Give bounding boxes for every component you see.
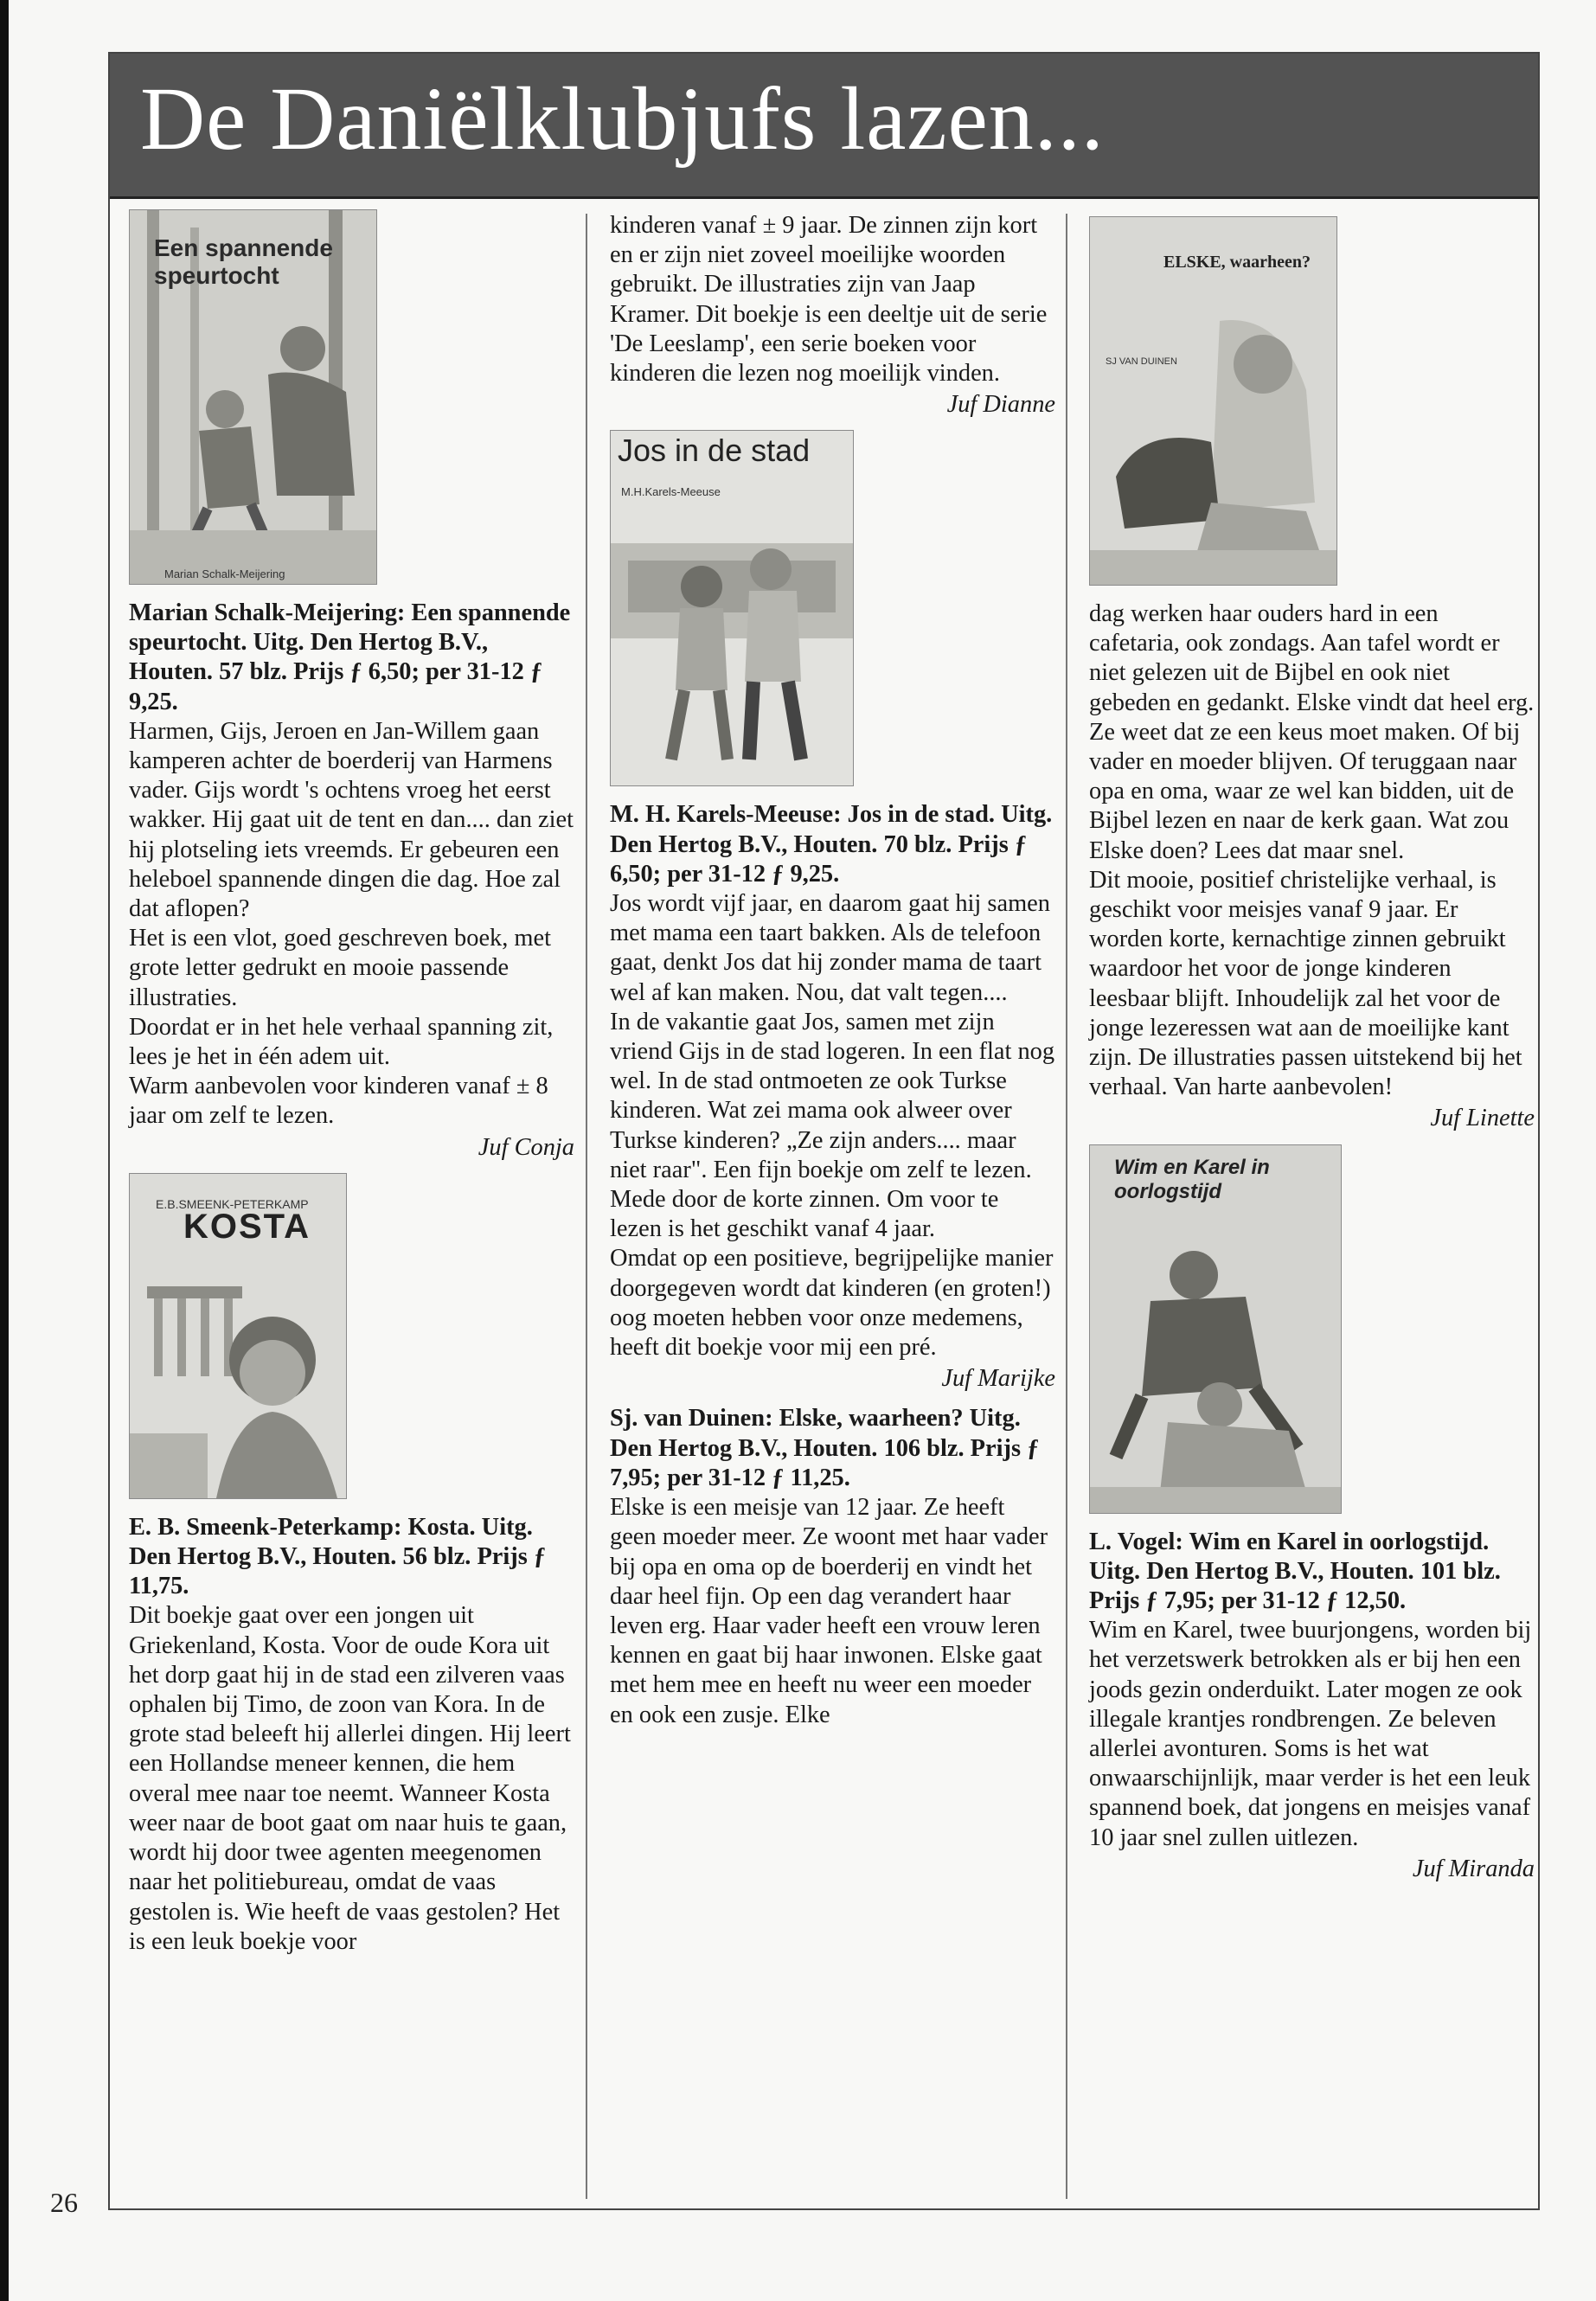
cover-title: KOSTA bbox=[183, 1207, 311, 1246]
page-number: 26 bbox=[50, 2187, 78, 2218]
column-1 bbox=[129, 209, 574, 1957]
review-heading: L. Vogel: Wim en Karel in oorlogstijd. Uitg. Den Hertog B.V., Houten. 101 blz. Prijs ƒ 7,95; per 31-12 ƒ 12,50. bbox=[1089, 1528, 1501, 1615]
cover-author: SJ VAN DUINEN bbox=[1106, 356, 1177, 367]
book-cover-jos bbox=[610, 430, 854, 786]
book-cover-kosta bbox=[129, 1173, 347, 1499]
review-heading: E. B. Smeenk-Peterkamp: Kosta. Uitg. Den Hertog B.V., Houten. 56 blz. Prijs ƒ 11,75. bbox=[129, 1513, 547, 1600]
reviewer-signature: Juf Miranda bbox=[1412, 1855, 1535, 1882]
review-text: Elske is een meisje van 12 jaar. Ze heeft geen moeder meer. Ze woont met haar vader bij opa en oma op de boerderij en vindt het daar heel fijn. Op een dag verandert haar leven erg. Haar vader heeft een vrouw leren kennen en gaat bij haar inwonen. Elske gaat met hem mee en heeft nu weer een moeder en ook een zusje. Elke bbox=[610, 1494, 1048, 1728]
reviewer-signature: Juf Dianne bbox=[946, 391, 1055, 419]
review-heading: Sj. van Duinen: Elske, waarheen? Uitg. Den Hertog B.V., Houten. 106 blz. Prijs ƒ 7,95; per 31-12 ƒ 11,25. bbox=[610, 1405, 1040, 1491]
review-text: kinderen vanaf ± 9 jaar. De zinnen zijn kort en er zijn niet zoveel moeilijke woorden gebruikt. De illustraties zijn van Jaap Kramer. Dit boekje is een deeltje uit de serie 'De Leeslamp', een serie boeken voor kinderen die lezen nog moeilijk vinden. bbox=[610, 212, 1048, 388]
review-text: Harmen, Gijs, Jeroen en Jan-Willem gaan kamperen achter de boerderij van Harmens vader. Gijs wordt 's ochtens vroeg het eerst wakker. Hij gaat uit de tent en dan.... dan ziet hij plotseling iets vreemds. Er gebeuren een heleboel spannende dingen die dag. Hoe zal dat aflopen? bbox=[129, 717, 574, 923]
page-title: De Daniëlklubjufs lazen... bbox=[140, 69, 1105, 169]
book-cover-elske bbox=[1089, 216, 1337, 586]
cover-author: M.H.Karels-Meeuse bbox=[621, 485, 721, 499]
review-text: Het is een vlot, goed geschreven boek, met grote letter gedrukt en mooie passende illustraties. bbox=[129, 925, 552, 1011]
review-text: Dit mooie, positief christelijke verhaal, is geschikt voor meisjes vanaf 9 jaar. Er worden korte, kernachtige zinnen gebruikt waardoor het voor de jonge kinderen leesbaar blijft. Inhoudelijk zal het voor de jonge lezeressen wat aan de moeilijke kant zijn. De illustraties passen uitstekend bij het verhaal. Van harte aanbevolen! bbox=[1089, 866, 1522, 1101]
reviewer-signature: Juf Linette bbox=[1430, 1105, 1535, 1132]
review-text: In de vakantie gaat Jos, samen met zijn vriend Gijs in de stad logeren. In een flat nog wel. In de stad ontmoeten ze ook Turkse kinderen. Wat zei mama ook alweer over Turkse kinderen? „Ze zijn anders.... maar niet raar". Een fijn boekje om zelf te lezen. Mede door de korte zinnen. Om voor te lezen is het geschikt vanaf 4 jaar. bbox=[610, 1008, 1055, 1243]
reviewer-signature: Juf Conja bbox=[478, 1133, 574, 1161]
reviewer-signature: Juf Marijke bbox=[941, 1365, 1055, 1393]
review-text: Doordat er in het hele verhaal spanning zit, lees je het in één adem uit. bbox=[129, 1013, 554, 1071]
review-heading: Marian Schalk-Meijering: Een spannende speurtocht. Uitg. Den Hertog B.V., Houten. 57 blz. Prijs ƒ 6,50; per 31-12 ƒ 9,25. bbox=[129, 599, 571, 715]
column-2 bbox=[610, 211, 1055, 1730]
book-cover-speurtocht bbox=[129, 209, 377, 585]
column-3 bbox=[1089, 216, 1535, 1894]
article-frame bbox=[108, 52, 1540, 2210]
cover-title: Jos in de stad bbox=[618, 433, 811, 469]
review-text: Dit boekje gaat over een jongen uit Griekenland, Kosta. Voor de oude Kora uit het dorp gaat hij in de stad een zilveren vaas ophalen bij Timo, de zoon van Kora. In de grote stad beleeft hij allerlei dingen. Hij leert een Hollandse meneer kennen, die hem overal mee naar toe neemt. Wanneer Kosta weer naar de boot gaat om naar huis te gaan, wordt hij door twee agenten meegenomen naar het politiebureau, omdat de vaas gestolen is. Wie heeft de vaas gestolen? Het is een leuk boekje voor bbox=[129, 1602, 571, 1955]
page-edge bbox=[0, 0, 9, 2301]
review-heading: M. H. Karels-Meeuse: Jos in de stad. Uitg. Den Hertog B.V., Houten. 70 blz. Prijs ƒ 6,50; per 31-12 ƒ 9,25. bbox=[610, 801, 1053, 888]
cover-author: Marian Schalk-Meijering bbox=[164, 567, 285, 580]
cover-title: Wim en Karel in oorlogstijd bbox=[1114, 1155, 1270, 1203]
cover-author: E.B.SMEENK-PETERKAMP bbox=[156, 1196, 309, 1211]
review-text: Warm aanbevolen voor kinderen vanaf ± 8 jaar om zelf te lezen. bbox=[129, 1073, 548, 1130]
cover-title: Een spannende speurtocht bbox=[154, 234, 333, 289]
review-text: Wim en Karel, twee buurjongens, worden bij het verzetswerk betrokken als er bij hen een joods gezin onderduikt. Later mogen ze ook illegale krantjes rondbrengen. Ze beleven allerlei avonturen. Soms is het wat onwaarschijnlijk, maar verder is het een leuk spannend boek, dat jongens en meisjes vanaf 10 jaar snel zullen uitlezen. bbox=[1089, 1617, 1532, 1851]
book-cover-wim-en-karel bbox=[1089, 1144, 1342, 1514]
cover-title: ELSKE, waarheen? bbox=[1163, 253, 1311, 272]
column-divider bbox=[586, 214, 587, 2199]
column-divider bbox=[1066, 214, 1067, 2199]
review-text: Jos wordt vijf jaar, en daarom gaat hij samen met mama een taart bakken. Als de telefoon gaat, denkt Jos dat hij zonder mama de taart wel af kan maken. Nou, dat valt tegen.... bbox=[610, 890, 1050, 1006]
review-text: dag werken haar ouders hard in een cafetaria, ook zondags. Aan tafel wordt er niet gelezen uit de Bijbel en ook niet gebeden en gedankt. Elske vindt dat heel erg. Ze weet dat ze een keus moet maken. Of bij vader en moeder blijven. Of teruggaan naar opa en oma, waar ze wel kan bidden, uit de Bijbel lezen en naar de kerk gaan. Wat zou Elske doen? Lees dat maar snel. bbox=[1089, 600, 1535, 864]
header-banner bbox=[110, 54, 1538, 199]
review-text: Omdat op een positieve, begrijpelijke manier doorgegeven wordt dat kinderen (en groten!) oog moeten hebben voor onze medemens, heeft dit boekje voor mij een pré. bbox=[610, 1245, 1054, 1362]
